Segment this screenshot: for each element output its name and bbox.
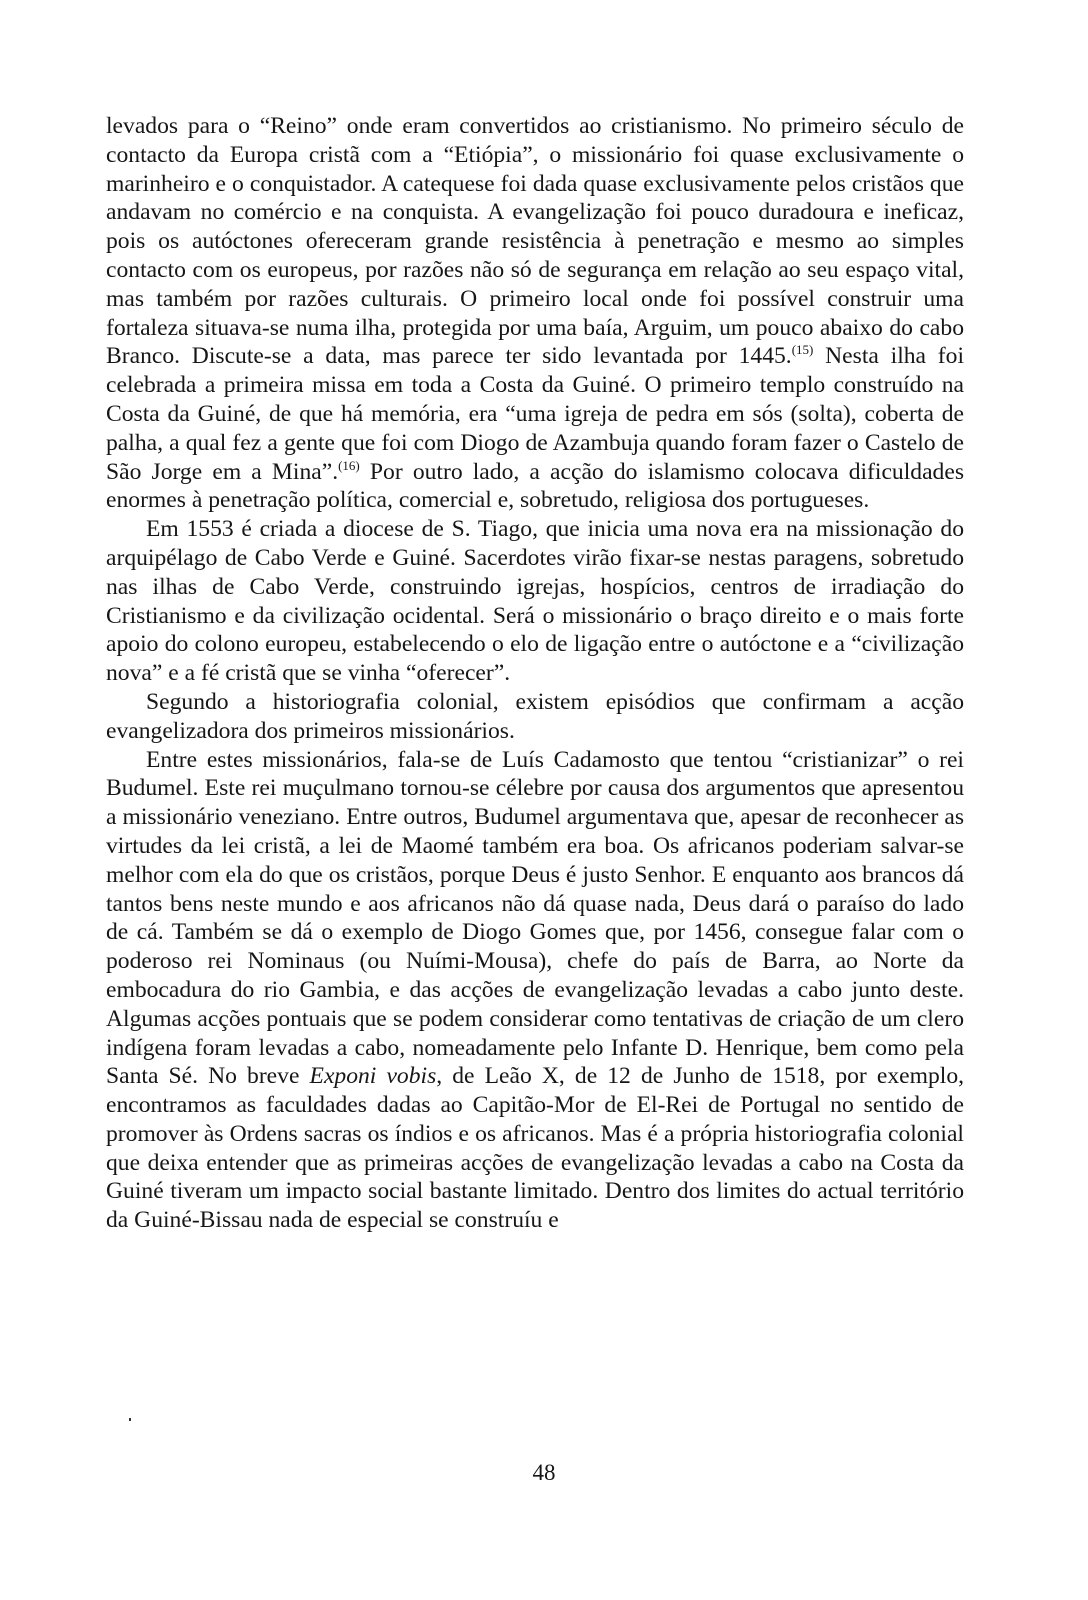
paragraph-3: Segundo a historiografia colonial, existem episódios que confirmam a acção evangelizadora dos primeiros missionários. bbox=[106, 688, 964, 744]
scan-speck bbox=[129, 1418, 131, 1421]
paragraph-1-text-b: Nesta ilha foi celebrada a primeira missa em toda a Costa da Guiné. O primeiro templo construído na Costa da Guiné, de que há memória, era “uma igreja de pedra em sós (solta), coberta de palha, a qual fez a gente que foi com Diogo de Azambuja quando foram fazer o Castelo de São Jorge em a Mina”. bbox=[106, 343, 964, 485]
paragraph-2: Em 1553 é criada a diocese de S. Tiago, que inicia uma nova era na missionação do arquipélago de Cabo Verde e Guiné. Sacerdotes virão fixar-se nestas paragens, sobretudo nas ilhas de Cabo Verde, construindo igrejas, hospícios, centros de irradiação do Cristianismo e da civilização ocidental. Será o missionário o braço direito e o mais forte apoio do colono europeu, estabelecendo o elo de ligação entre o autóctone e a “civilização nova” e a fé cristã que se vinha “oferecer”. bbox=[106, 516, 964, 687]
paragraph-4-text-b: , de Leão X, de 12 de Junho de 1518, por exemplo, encontramos as faculdades dadas ao Capitão-Mor de El-Rei de Portugal no sentido de promover às Ordens sacras os índios e os africanos. Mas é a própria historiografia colonial que deixa entender que as primeiras acções de evangelização levadas a cabo na Costa da Guiné tiveram um impacto social bastante limitado. Dentro dos limites do actual território da Guiné-Bissau nada de especial se construíu e bbox=[106, 1063, 965, 1234]
document-title-italic: Exponi vobis bbox=[309, 1063, 437, 1090]
paragraph-4-text-a: Entre estes missionários, fala-se de Luís Cadamosto que tentou “cristianizar” o rei Budumel. Este rei muçulmano tornou-se célebre por causa dos argumentos que apresentou a missionário veneziano. Entre outros, Budumel argumentava que, apesar de reconhecer as virtudes da lei cristã, a lei de Maomé também era boa. Os africanos poderiam salvar-se melhor com ela do que os cristãos, porque Deus é justo Senhor. E enquanto aos brancos dá tantos bens neste mundo e aos africanos não dá quase nada, Deus dará o paraíso do lado de cá. Também se dá o exemplo de Diogo Gomes que, por 1456, consegue falar com o poderoso rei Nominaus (ou Nuími-Mousa), chefe do país de Barra, ao Norte da embocadura do rio Gambia, e das acções de evangelização levadas a cabo junto deste. Algumas acções pontuais que se podem considerar como tentativas de criação de um clero indígena foram levadas a cabo, nomeadamente pelo Infante D. Henrique, bem como pela Santa Sé. No breve bbox=[106, 746, 964, 1090]
paragraph-4 bbox=[106, 746, 964, 1236]
paragraph-1-text-c: Por outro lado, a acção do islamismo colocava dificuldades enormes à penetração política, comercial e, sobretudo, religiosa dos portugueses. bbox=[106, 458, 964, 514]
paragraph-1 bbox=[106, 112, 964, 515]
footnote-ref-15: (15) bbox=[791, 342, 814, 358]
paragraph-1-text-a: levados para o “Reino” onde eram convertidos ao cristianismo. No primeiro século de contacto da Europa cristã com a “Etiópia”, o missionário foi quase exclusivamente o marinheiro e o conquistador. A catequese foi dada quase exclusivamente pelos cristãos que andavam no comércio e na conquista. A evangelização foi pouco duradoura e ineficaz, pois os autóctones ofereceram grande resistência à penetração e mesmo ao simples contacto com os europeus, por razões não só de segurança em relação ao seu espaço vital, mas também por razões culturais. O primeiro local onde foi possível construir uma fortaleza situava-se numa ilha, protegida por uma baía, Arguim, um pouco abaixo do cabo Branco. Discute-se a data, mas parece ter sido levantada por 1445. bbox=[106, 113, 964, 370]
page-number: 48 bbox=[532, 1460, 556, 1485]
footnote-ref-16: (16) bbox=[338, 457, 360, 473]
page-body bbox=[106, 112, 964, 1235]
